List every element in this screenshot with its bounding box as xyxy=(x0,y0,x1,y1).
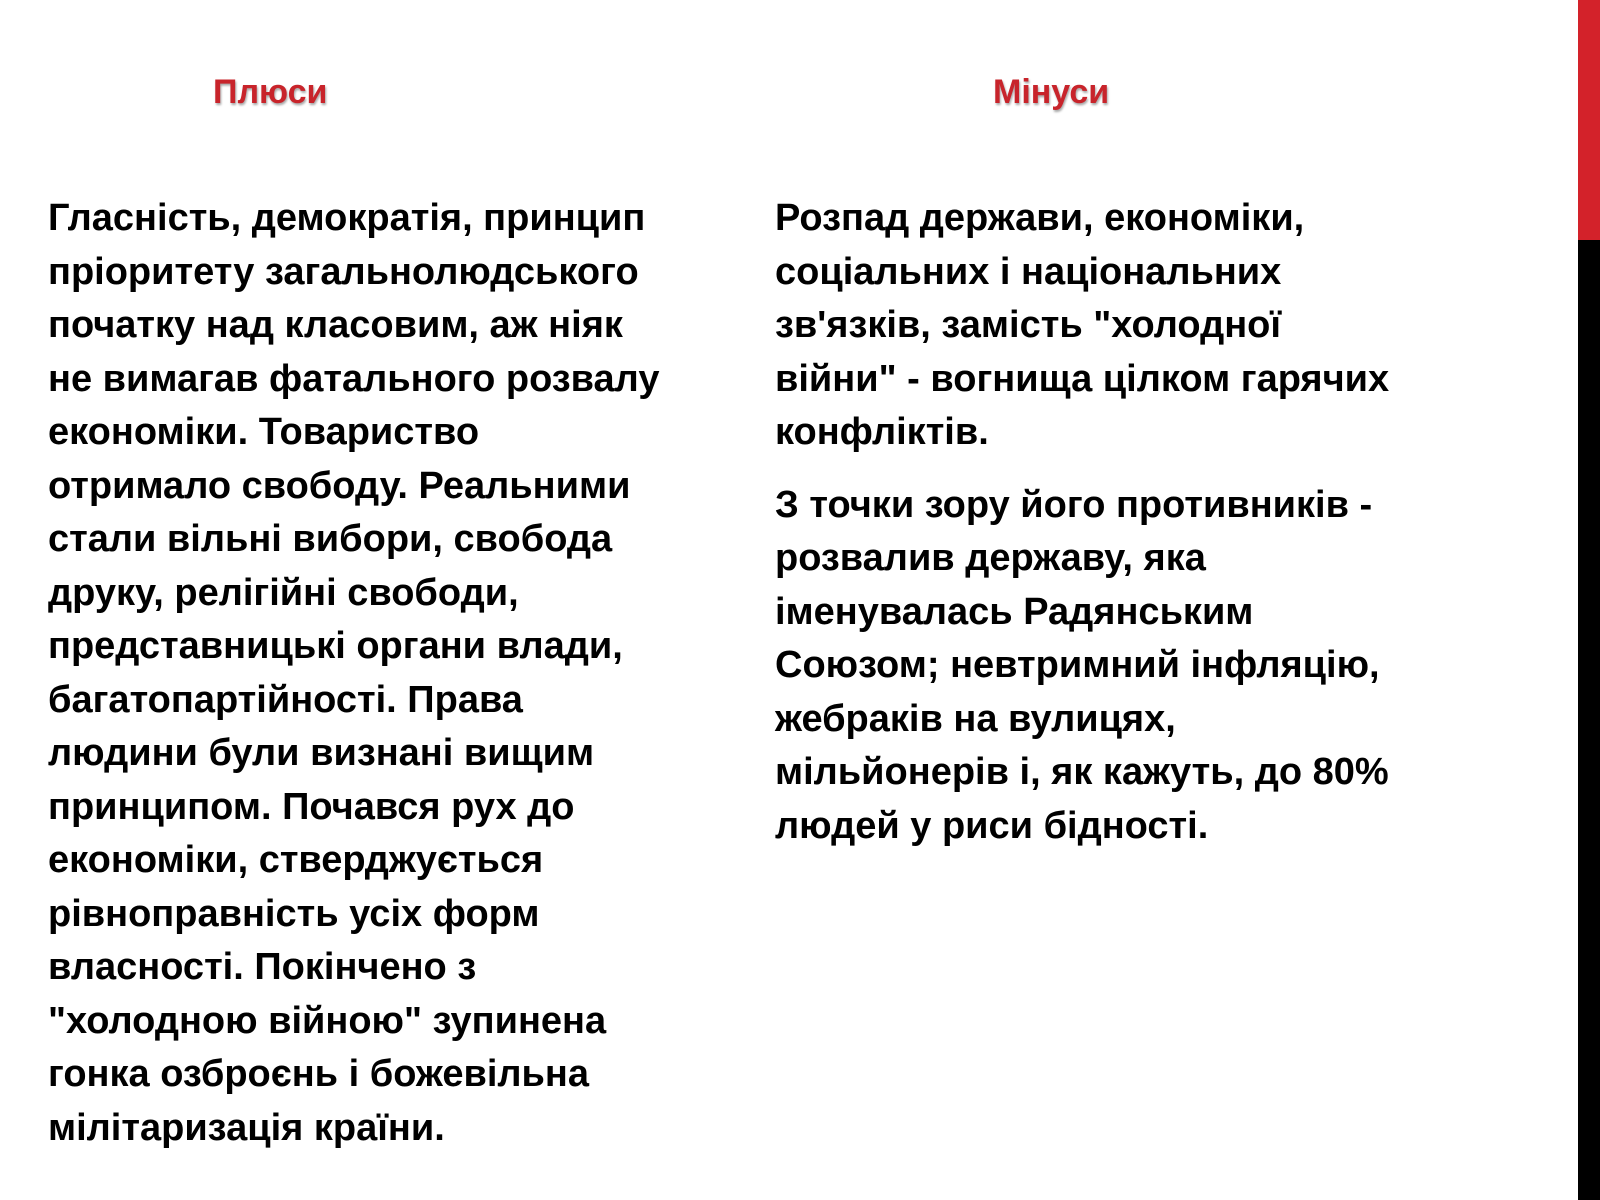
pros-heading: Плюси xyxy=(213,73,328,111)
cons-line: розвалив державу, яка xyxy=(775,537,1206,579)
pros-column xyxy=(48,192,768,1155)
pros-line: отримало свободу. Реальними xyxy=(48,464,631,507)
pros-line: пріоритету загальнолюдського xyxy=(48,250,639,293)
pros-line: мілітаризація країни. xyxy=(48,1106,445,1149)
pros-paragraph xyxy=(48,192,768,1155)
pros-line: представницькі органи влади, xyxy=(48,625,623,667)
cons-line: мільйонерів і, як кажуть, до 80% xyxy=(775,751,1389,793)
cons-line: війни" - вогнища цілком гарячих xyxy=(775,357,1390,400)
cons-line: соціальних і національних xyxy=(775,250,1282,293)
pros-line: принципом. Почався рух до xyxy=(48,785,575,828)
pros-line: початку над класовим, аж ніяк xyxy=(48,304,623,346)
cons-line: Союзом; невтримний інфляцію, xyxy=(775,644,1380,686)
pros-line: гонка озброєнь і божевільна xyxy=(48,1053,589,1095)
cons-line: Розпад держави, економіки, xyxy=(775,197,1305,239)
pros-line: власності. Покінчено з xyxy=(48,946,477,988)
pros-line: "холодною війною" зупинена xyxy=(48,999,607,1042)
pros-line: рівноправність усіх форм xyxy=(48,892,540,935)
cons-line: конфліктів. xyxy=(775,411,989,453)
accent-bar-black xyxy=(1578,240,1600,1200)
pros-line: економіки. Товариство xyxy=(48,411,480,453)
cons-line: людей у риси бідності. xyxy=(775,804,1209,847)
cons-line: зв'язків, замість "холодної xyxy=(775,304,1282,346)
pros-line: стали вільні вибори, свобода xyxy=(48,518,613,560)
cons-line: жебраків на вулицях, xyxy=(775,697,1176,740)
cons-paragraph-1 xyxy=(775,192,1495,460)
pros-line: Гласність, демократія, принцип xyxy=(48,197,646,239)
pros-line: друку, релігійні свободи, xyxy=(48,571,519,614)
pros-line: економіки, стверджується xyxy=(48,839,544,881)
cons-line: іменувалась Радянським xyxy=(775,590,1254,633)
accent-bar-red xyxy=(1578,0,1600,240)
pros-line: людини були визнані вищим xyxy=(48,732,595,774)
pros-line: не вимагав фатального розвалу xyxy=(48,357,660,400)
cons-line: З точки зору його противників - xyxy=(775,483,1373,526)
cons-column xyxy=(775,192,1495,853)
pros-line: багатопартійності. Права xyxy=(48,678,523,721)
cons-paragraph-2 xyxy=(775,479,1495,854)
cons-heading: Мінуси xyxy=(993,73,1110,111)
